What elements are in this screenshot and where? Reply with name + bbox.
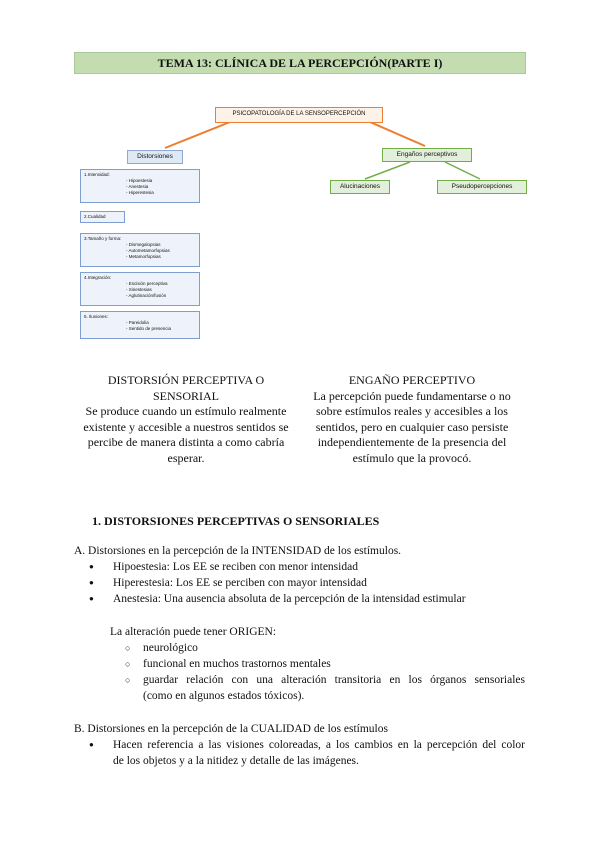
diagram-distorsiones-box: Distorsiones [127, 150, 183, 164]
subbox-item: - Pareidolia [126, 320, 196, 326]
subbox-item: - Dismegalopsias [126, 242, 196, 248]
subbox-intensidad [80, 169, 200, 203]
left-heading-2: SENSORIAL [152, 388, 219, 403]
bullet-item: ● Hacen referencia a las visiones coloreadas, a los cambios en la percepción del color [113, 737, 525, 753]
subbox-item: - Anestesia [126, 184, 196, 190]
subbox-head: 3.Tamaño y forma: [84, 236, 122, 241]
subbox-head: 2.Cualidad [84, 214, 106, 219]
section-heading: 1. DISTORSIONES PERCEPTIVAS O SENSORIALES [92, 514, 380, 528]
arrow-to-pseudo [445, 162, 480, 179]
subbox-head: 5. Ilusiones: [84, 314, 109, 319]
subbox-item: - Metamorfopsias [126, 254, 196, 260]
left-heading-1: DISTORSIÓN PERCEPTIVA O [107, 373, 265, 387]
subbox-item: - Sinestesias [126, 287, 196, 293]
sub-bullet-item: ○ funcional en muchos trastornos mentales [143, 656, 331, 672]
subbox-ilusiones [80, 311, 200, 339]
right-line: La percepción puede fundamentarse o no [313, 388, 511, 403]
arrow-to-alucinaciones [365, 162, 410, 179]
subbox-item: - Escisión perceptiva [126, 281, 196, 287]
left-definition [78, 373, 294, 466]
origin-label: La alteración puede tener ORIGEN: [110, 626, 277, 638]
right-line: independientemente de la presencia del [317, 435, 507, 449]
sub-bullet-item: ○ neurológico [143, 640, 198, 656]
subbox-item: - Aglutinación/fusión [126, 293, 196, 299]
subbox-item: - Hiperestesia [126, 190, 196, 196]
bullet-item: ● Anestesia: Una ausencia absoluta de la percepción de la intensidad estimular [113, 591, 466, 607]
left-line: percibe de manera distinta a como cabría [87, 435, 285, 449]
right-definition [304, 373, 520, 466]
diagram-pseudo-box: Pseudopercepciones [437, 180, 527, 194]
page-title: TEMA 13: CLÍNICA DE LA PERCEPCIÓN(PARTE I) [74, 52, 526, 74]
arrow-to-enganos [370, 122, 425, 146]
right-line: sentidos, pero en cualquier caso persiste [315, 419, 509, 434]
right-line: sobre estímulos reales y accesibles a los [316, 404, 508, 418]
sub-bullet-continuation: (como en algunos estados tóxicos). [143, 690, 305, 702]
left-line: Se produce cuando un estímulo realmente [85, 404, 287, 418]
bullet-continuation: de los objetos y a la nitidez y detalle de las imágenes. [113, 755, 359, 767]
subbox-head: 1.Intensidad: [84, 172, 110, 177]
bullet-item: ● Hipoestesia: Los EE se reciben con menor intensidad [113, 559, 358, 575]
left-line: existente y accesible a nuestros sentidos se [83, 419, 289, 434]
subbox-head: 4.Integración: [84, 275, 112, 280]
bullet-item: ● Hiperestesia: Los EE se perciben con mayor intensidad [113, 575, 367, 591]
left-line: esperar. [167, 450, 205, 465]
right-heading: ENGAÑO PERCEPTIVO [348, 373, 476, 387]
subbox-item: - Hipoestesia [126, 178, 196, 184]
part-b-heading: B. Distorsiones en la percepción de la CUALIDAD de los estímulos [74, 723, 388, 735]
subbox-item: - Autometamorfopsias [126, 248, 196, 254]
part-a-heading: A. Distorsiones en la percepción de la INTENSIDAD de los estímulos. [74, 545, 402, 557]
arrow-to-distorsiones [165, 122, 230, 148]
concept-diagram [0, 0, 600, 360]
subbox-integracion [80, 272, 200, 306]
subbox-item: - Sentido de presencia [126, 326, 196, 332]
right-line: estímulo que la provocó. [352, 450, 472, 465]
subbox-tamano [80, 233, 200, 267]
diagram-enganos-box: Engaños perceptivos [382, 148, 472, 162]
sub-bullet-item: ○ guardar relación con una alteración transitoria en los órganos sensoriales [143, 672, 525, 688]
diagram-root-box: PSICOPATOLOGÍA DE LA SENSOPERCEPCIÓN [215, 107, 383, 123]
subbox-cualidad [80, 211, 125, 223]
diagram-alucinaciones-box: Alucinaciones [330, 180, 390, 194]
